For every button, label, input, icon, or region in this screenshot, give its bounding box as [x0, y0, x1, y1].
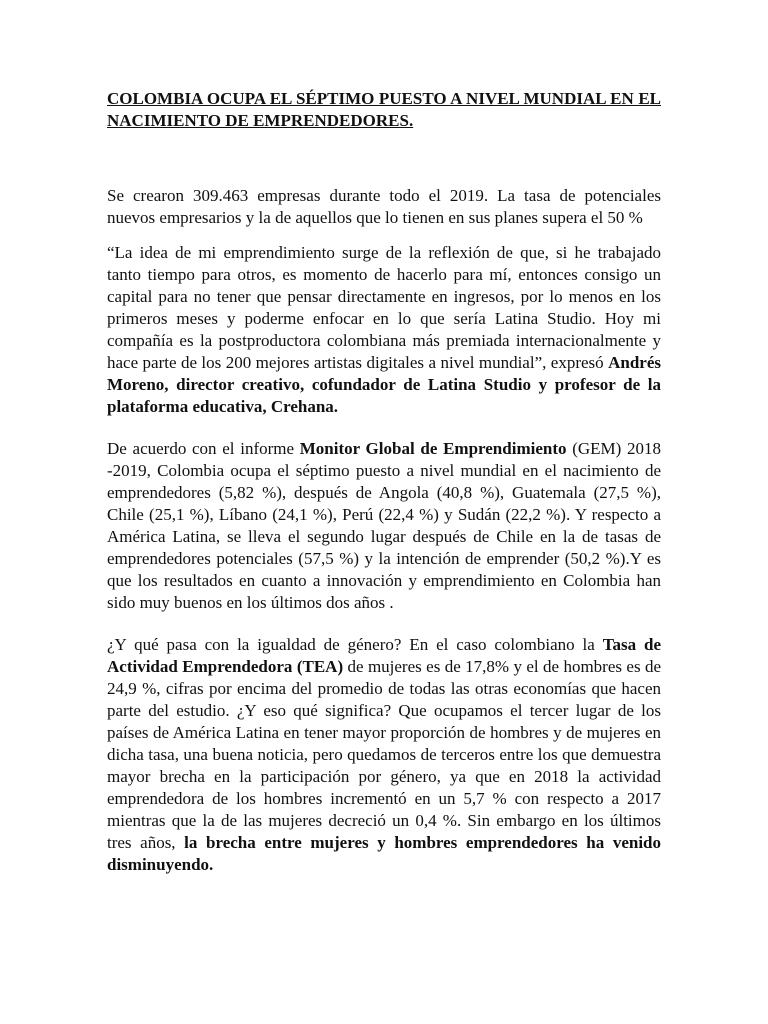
gem-text-start: De acuerdo con el informe	[107, 439, 300, 458]
gender-text-middle: de mujeres es de 17,8% y el de hombres es de 24,9 %, cifras por encima del promedio de todas las otras economías que hacen parte del estudio. ¿Y eso qué significa? Que ocupamos el tercer lugar de los países de América Latina en tener mayor proporción de hombres y de mujeres en dicha tasa, una buena noticia, pero quedamos de terceros entre los que demuestra mayor brecha en la participación por género, ya que en 2018 la actividad emprendedora de los hombres incrementó en un 5,7 % con respecto a 2017 mientras que la de las mujeres decreció un 0,4 %. Sin embargo en los últimos tres años,	[107, 657, 662, 852]
paragraph-quote	[107, 242, 661, 418]
quote-attribution: Andrés Moreno, director creativo, cofundador de Latina Studio y profesor de la plataforma educativa, Crehana.	[107, 353, 661, 416]
gem-text-rest: (GEM) 2018 -2019, Colombia ocupa el séptimo puesto a nivel mundial en el nacimiento de emprendedores (5,82 %), después de Angola (40,8 %), Guatemala (27,5 %), Chile (25,1 %), Líbano (24,1 %), Perú (22,4 %) y Sudán (22,2 %). Y respecto a América Latina, se lleva el segundo lugar después de Chile en la de tasas de emprendedores potenciales (57,5 %) y la intención de emprender (50,2 %).Y es que los resultados en cuanto a innovación y emprendimiento en Colombia han sido muy buenos en los últimos dos años .	[107, 439, 661, 612]
tea-term: Tasa de Actividad Emprendedora (TEA)	[107, 635, 661, 676]
paragraph-intro	[107, 185, 661, 229]
gender-text-start: ¿Y qué pasa con la igualdad de género? En el caso colombiano la	[107, 635, 603, 654]
quote-text: “La idea de mi emprendimiento surge de la reflexión de que, si he trabajado tanto tiempo para otros, es momento de hacerlo para mí, entonces consigo un capital para no tener que pensar directamente en ingresos, por lo menos en los primeros meses y poderme enfocar en lo que sería Latina Studio. Hoy mi compañía es la postproductora colombiana más premiada internacionalmente y hace parte de los 200 mejores artistas digitales a nivel mundial”, expresó	[107, 243, 661, 372]
document-page	[107, 88, 661, 876]
paragraph-gender	[107, 634, 661, 876]
paragraph-gem-report	[107, 438, 661, 614]
document-title: COLOMBIA OCUPA EL SÉPTIMO PUESTO A NIVEL MUNDIAL EN EL NACIMIENTO DE EMPRENDEDORES.	[107, 89, 661, 130]
gem-report-name: Monitor Global de Emprendimiento	[299, 439, 567, 458]
paragraph-intro-text: Se crearon 309.463 empresas durante todo el 2019. La tasa de potenciales nuevos empresarios y la de aquellos que lo tienen en sus planes supera el 50 %	[107, 186, 661, 227]
gender-gap-conclusion: la brecha entre mujeres y hombres emprendedores ha venido disminuyendo.	[107, 833, 661, 874]
